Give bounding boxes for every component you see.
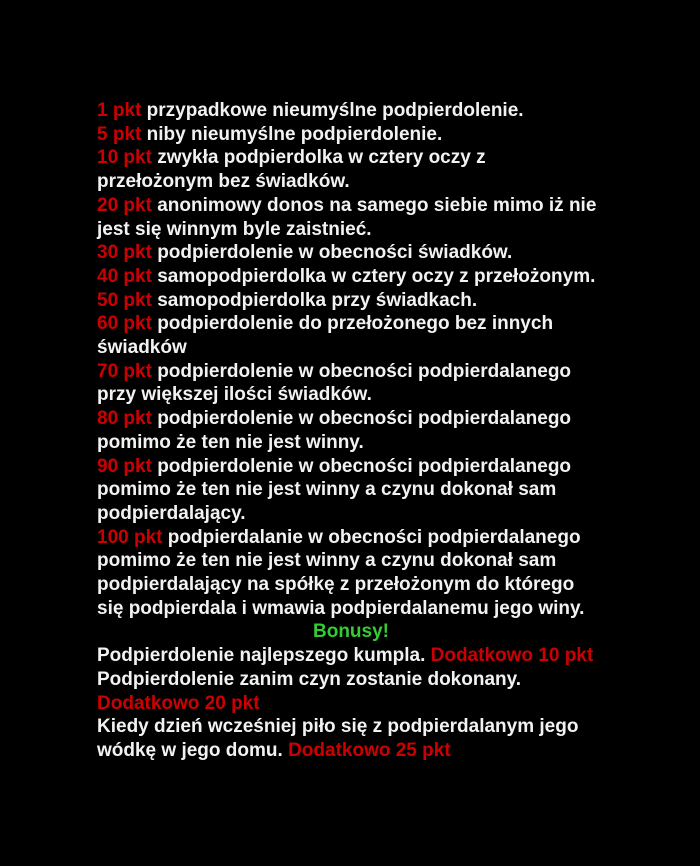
score-entry (97, 407, 605, 454)
score-description: samopodpierdolka przy świadkach. (157, 289, 478, 311)
score-points: 80 pkt (97, 408, 152, 430)
score-entry (97, 99, 605, 123)
score-description: przypadkowe nieumyślne podpierdolenie. (146, 100, 524, 121)
score-entry (97, 123, 605, 147)
score-list-content (97, 99, 605, 763)
bonus-points: Dodatkowo 10 pkt (430, 645, 594, 667)
score-description: anonimowy donos na samego siebie mimo iż nie jest się winnym byle zaistnieć. (97, 194, 597, 240)
score-points: 1 pkt (97, 100, 142, 121)
score-points: 40 pkt (97, 265, 152, 287)
bonus-description: Kiedy dzień wcześniej piło się z podpierdalanym jego wódkę w jego domu. (97, 716, 579, 761)
score-points: 20 pkt (97, 194, 152, 216)
score-description: podpierdolenie do przełożonego bez innych świadków (97, 313, 554, 359)
bonus-heading: Bonusy! (313, 621, 389, 643)
bonus-points: Dodatkowo 25 pkt (288, 739, 451, 761)
score-description: podpierdolenie w obecności podpierdalanego przy większej ilości świadków. (97, 360, 572, 406)
score-entry (97, 265, 605, 289)
bonus-description: Podpierdolenie najlepszego kumpla. (97, 645, 426, 667)
score-entry (97, 455, 605, 526)
score-points: 5 pkt (97, 123, 142, 145)
score-description: podpierdalanie w obecności podpierdalanego pomimo że ten nie jest winny a czynu dokonał sam podpierdalający na spółkę z przełożonym do którego się podpierdala i wmawia podpierdalanemu jego winy. (97, 526, 585, 619)
score-entry (97, 289, 605, 313)
score-points: 90 pkt (97, 455, 152, 477)
score-description: podpierdolenie w obecności podpierdalanego pomimo że ten nie jest winny. (97, 408, 572, 453)
score-description: zwykła podpierdolka w cztery oczy z przełożonym bez świadków. (97, 147, 486, 193)
score-description: podpierdolenie w obecności świadków. (157, 242, 513, 264)
score-entry (97, 312, 605, 359)
score-points: 50 pkt (97, 289, 152, 311)
score-points: 30 pkt (97, 242, 152, 264)
score-entry (97, 241, 605, 265)
bonus-entry (97, 644, 605, 668)
score-points: 100 pkt (97, 526, 163, 548)
score-description: podpierdolenie w obecności podpierdalanego pomimo że ten nie jest winny a czynu dokonał sam podpierdalający. (97, 455, 572, 524)
scoring-list (97, 99, 605, 620)
score-entry (97, 146, 605, 193)
score-description: samopodpierdolka w cztery oczy z przełożonym. (157, 265, 596, 287)
score-points: 10 pkt (97, 147, 152, 169)
score-entry (97, 526, 605, 621)
score-entry (97, 360, 605, 407)
score-points: 60 pkt (97, 313, 152, 335)
bonus-entry (97, 715, 605, 762)
score-entry (97, 194, 605, 241)
bonus-description: Podpierdolenie zanim czyn zostanie dokonany. (97, 668, 522, 690)
score-points: 70 pkt (97, 360, 152, 382)
bonus-points: Dodatkowo 20 pkt (97, 692, 260, 714)
bonus-entry (97, 668, 605, 715)
score-description: niby nieumyślne podpierdolenie. (146, 123, 443, 145)
bonus-list (97, 644, 605, 763)
